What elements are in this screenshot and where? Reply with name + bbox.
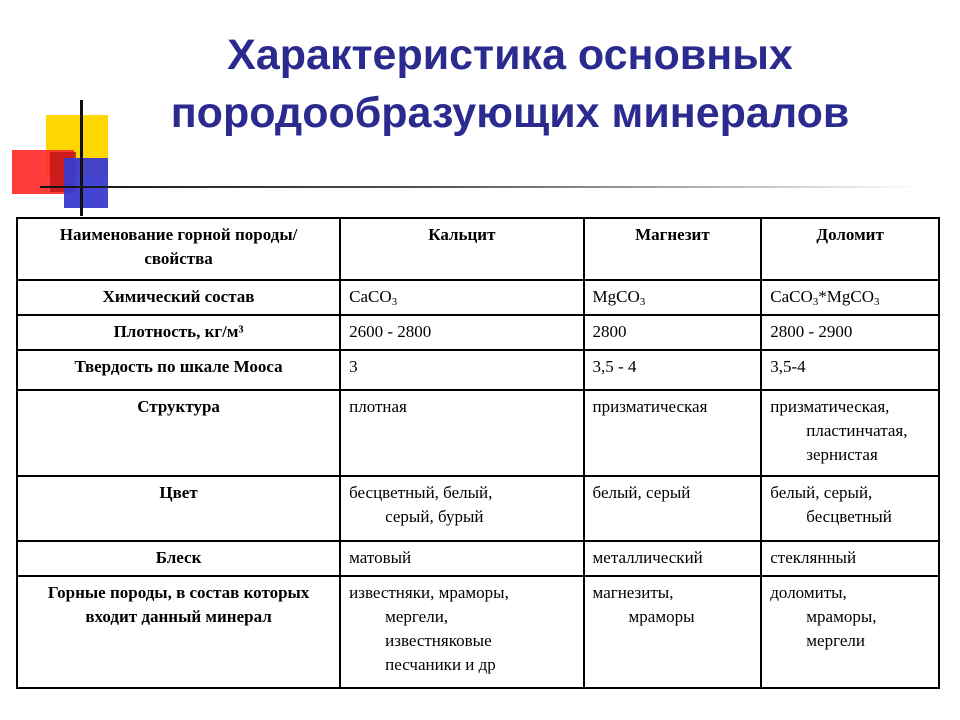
table-cell: металлический [584, 541, 762, 576]
header-dolomite: Доломит [761, 218, 939, 280]
cell-line: известняки, мраморы, [349, 583, 509, 602]
cell-line: призматическая [592, 397, 708, 416]
table-cell: матовый [340, 541, 583, 576]
row-label: Плотность, кг/м³ [17, 315, 340, 350]
table-cell [584, 390, 762, 476]
table-row [17, 476, 939, 541]
table-cell: стеклянный [761, 541, 939, 576]
table-cell: 3,5 - 4 [584, 350, 762, 390]
cell-line: плотная [349, 397, 407, 416]
cell-line: бесцветный [806, 507, 892, 526]
table-cell: 3 [340, 350, 583, 390]
table-header-row [17, 218, 939, 280]
header-property: Наименование горной породы/свойства [17, 218, 340, 280]
table-cell [761, 476, 939, 541]
slide-title-line-2: породообразующих минералов [170, 89, 850, 137]
table-cell: 3,5-4 [761, 350, 939, 390]
table-row [17, 280, 939, 315]
table-cell [761, 576, 939, 688]
cell-line: известняковые [385, 631, 492, 650]
cell-line: мраморы, [806, 607, 877, 626]
table-row [17, 350, 939, 390]
table-cell: CaCO$_3$*MgCO$_3$ [761, 280, 939, 315]
table-row [17, 315, 939, 350]
slide-title-line-1: Характеристика основных [227, 31, 793, 79]
cell-line: пластинчатая, [806, 421, 908, 440]
minerals-table [16, 217, 940, 689]
table-cell [340, 476, 583, 541]
cell-line: серый, бурый [385, 507, 484, 526]
row-label: Химический состав [17, 280, 340, 315]
row-label: Структура [17, 390, 340, 476]
table-row [17, 390, 939, 476]
cell-line: белый, серый, [770, 483, 873, 502]
table-cell [584, 576, 762, 688]
table-cell [340, 576, 583, 688]
table-cell: MgCO$_3$ [584, 280, 762, 315]
table-cell [340, 390, 583, 476]
cell-line: зернистая [806, 445, 878, 464]
cell-line: мергели, [385, 607, 449, 626]
table-cell [584, 476, 762, 541]
cell-line: бесцветный, белый, [349, 483, 493, 502]
cell-line: призматическая, [770, 397, 890, 416]
table-cell: 2600 - 2800 [340, 315, 583, 350]
table-cell [761, 390, 939, 476]
cell-line: доломиты, [770, 583, 847, 602]
cell-line: мергели [806, 631, 865, 650]
row-label: Горные породы, в состав которых входит данный минерал [17, 576, 340, 688]
cell-line: магнезиты, [592, 583, 674, 602]
header-calcite: Кальцит [340, 218, 583, 280]
table-row [17, 576, 939, 688]
slide-title [80, 26, 940, 142]
row-label: Блеск [17, 541, 340, 576]
table-row [17, 541, 939, 576]
row-label: Цвет [17, 476, 340, 541]
table-cell: CaCO$_3$ [340, 280, 583, 315]
table-cell: 2800 - 2900 [761, 315, 939, 350]
decorative-blue-square [64, 158, 108, 208]
header-magnesite: Магнезит [584, 218, 762, 280]
cell-line: песчаники и др [385, 655, 496, 674]
cell-line: белый, серый [592, 483, 691, 502]
cell-line: мраморы [628, 607, 695, 626]
row-label: Твердость по шкале Мооса [17, 350, 340, 390]
table-cell: 2800 [584, 315, 762, 350]
title-underline [40, 186, 920, 188]
